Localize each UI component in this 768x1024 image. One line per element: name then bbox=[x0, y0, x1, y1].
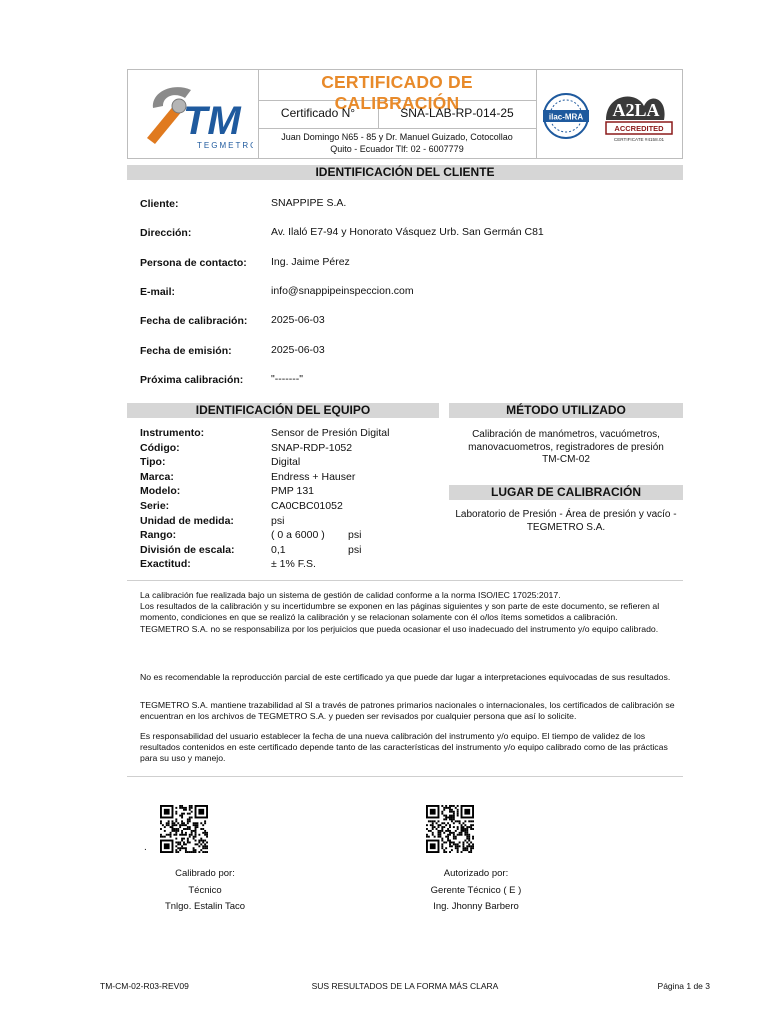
equipment-section-title: IDENTIFICACIÓN DEL EQUIPO bbox=[127, 403, 439, 418]
client-field-label: Cliente: bbox=[140, 198, 179, 210]
svg-text:A2LA: A2LA bbox=[612, 100, 660, 120]
equipment-field-label: Rango: bbox=[140, 529, 177, 541]
qr-code-authorizer bbox=[426, 805, 474, 853]
note-1: La calibración fue realizada bajo un sistema de gestión de calidad conforme a la norma ISO/IEC 17025:2017. Los resultados de la calibración y su incertidumbre se exponen en las páginas siguientes y son parte de este documento, se refieren al momento, condiciones en que se realizó la calibración y se relacionan solamente con él o/los ítems sometidos a calibración. TEGMETRO S.A. no se responsabiliza por los perjuicios que pueda ocasionar el uso inadecuado del instrumento y/o equipo calibrado. bbox=[140, 590, 660, 634]
equipment-field-label: Tipo: bbox=[140, 456, 166, 468]
client-field-value: 2025-06-03 bbox=[271, 314, 325, 326]
certificate-number-label: Certificado N° bbox=[280, 106, 356, 120]
method-description: Calibración de manómetros, vacuómetros, manovacuometros, registradores de presión TM-CM-02 bbox=[468, 429, 664, 465]
equipment-field-label: Serie: bbox=[140, 500, 170, 512]
equipment-field-label: División de escala: bbox=[140, 544, 235, 556]
qr-code-calibrator bbox=[160, 805, 208, 853]
svg-text:TEGMETRO: TEGMETRO bbox=[197, 141, 253, 150]
client-field-label: Dirección: bbox=[140, 227, 192, 239]
equipment-field-label: Instrumento: bbox=[140, 427, 205, 439]
note-3: TEGMETRO S.A. mantiene trazabilidad al SI a través de patrones primarios nacionales o internacionales, los certificados de calibración se encuentran en los archivos de TEGMETRO S.A. y pueden ser revisados por cualquier persona que así lo solicite. bbox=[140, 700, 675, 722]
equipment-field-value: ( 0 a 6000 ) bbox=[271, 529, 325, 541]
footer-slogan: SUS RESULTADOS DE LA FORMA MÁS CLARA bbox=[311, 981, 499, 991]
certificate-number: SNA-LAB-RP-014-25 bbox=[400, 106, 514, 120]
equipment-field-value: ± 1% F.S. bbox=[271, 558, 316, 570]
client-field-label: Fecha de calibración: bbox=[140, 315, 248, 327]
signature-calibrator: Calibrado por: Técnico Tnlgo. Estalin Taco bbox=[164, 868, 246, 912]
client-field-label: Próxima calibración: bbox=[140, 374, 244, 386]
location-description: Laboratorio de Presión - Área de presión y vacío - TEGMETRO S.A. bbox=[455, 509, 677, 533]
separator-bottom bbox=[127, 776, 683, 777]
client-field-value: info@snappipeinspeccion.com bbox=[271, 285, 414, 297]
location-section-title: LUGAR DE CALIBRACIÓN bbox=[449, 485, 683, 500]
separator-top bbox=[127, 580, 683, 581]
client-field-value: 2025-06-03 bbox=[271, 344, 325, 356]
footer-document-code: TM-CM-02-R03-REV09 bbox=[100, 981, 189, 991]
svg-text:ilac-MRA: ilac-MRA bbox=[548, 112, 584, 122]
equipment-field-value: psi bbox=[271, 515, 285, 527]
footer-page-number: Página 1 de 3 bbox=[657, 981, 710, 991]
equipment-field-value: PMP 131 bbox=[271, 485, 314, 497]
equipment-field-label: Exactitud: bbox=[140, 558, 191, 570]
company-address: Juan Domingo N65 - 85 y Dr. Manuel Guizado, Cotocollao Quito - Ecuador Tlf: 02 - 6007779 bbox=[281, 132, 513, 154]
note-4: Es responsabilidad del usuario establecer la fecha de una nueva calibración del instrumento y/o equipo. El tiempo de validez de los resultados contenidos en este certificado depende tanto de las características del instrumento y/o equipo calibrado como de las prácticas para su uso y manejo. bbox=[140, 731, 668, 764]
client-field-value: SNAPPIPE S.A. bbox=[271, 197, 347, 209]
svg-text:ACCREDITED: ACCREDITED bbox=[614, 124, 664, 133]
method-section-title: MÉTODO UTILIZADO bbox=[449, 403, 683, 418]
tegmetro-logo bbox=[133, 78, 253, 154]
equipment-field-value: Sensor de Presión Digital bbox=[271, 427, 390, 439]
svg-text:TM: TM bbox=[183, 99, 241, 143]
svg-text:CERTIFICATE #4158.01: CERTIFICATE #4158.01 bbox=[613, 137, 665, 142]
client-field-value: Ing. Jaime Pérez bbox=[271, 256, 350, 268]
signature-dot: . bbox=[144, 842, 147, 853]
client-field-label: Persona de contacto: bbox=[140, 257, 247, 269]
client-field-label: E-mail: bbox=[140, 286, 176, 298]
equipment-field-unit: psi bbox=[348, 544, 362, 556]
accreditation-logos bbox=[540, 80, 678, 150]
client-field-value: Av. Ilaló E7-94 y Honorato Vásquez Urb. San Germán C81 bbox=[271, 226, 544, 238]
equipment-field-value: SNAP-RDP-1052 bbox=[271, 442, 353, 454]
equipment-field-label: Unidad de medida: bbox=[140, 515, 234, 527]
signature-authorizer: Autorizado por: Gerente Técnico ( E ) Ing. Jhonny Barbero bbox=[430, 868, 522, 912]
client-field-value: "-------" bbox=[271, 373, 303, 385]
client-field-label: Fecha de emisión: bbox=[140, 345, 232, 357]
equipment-field-label: Código: bbox=[140, 442, 180, 454]
equipment-field-value: 0,1 bbox=[271, 544, 286, 556]
equipment-field-unit: psi bbox=[348, 529, 362, 541]
equipment-field-value: Digital bbox=[271, 456, 301, 468]
equipment-field-value: Endress + Hauser bbox=[271, 471, 356, 483]
equipment-field-label: Marca: bbox=[140, 471, 174, 483]
client-section-title: IDENTIFICACIÓN DEL CLIENTE bbox=[127, 165, 683, 180]
note-2: No es recomendable la reproducción parcial de este certificado ya que puede dar lugar a interpretaciones equivocadas de sus resultados. bbox=[140, 672, 671, 682]
certificate-title: CERTIFICADO DE CALIBRACIÓN bbox=[321, 72, 473, 113]
equipment-field-value: CA0CBC01052 bbox=[271, 500, 343, 512]
equipment-field-label: Modelo: bbox=[140, 485, 181, 497]
